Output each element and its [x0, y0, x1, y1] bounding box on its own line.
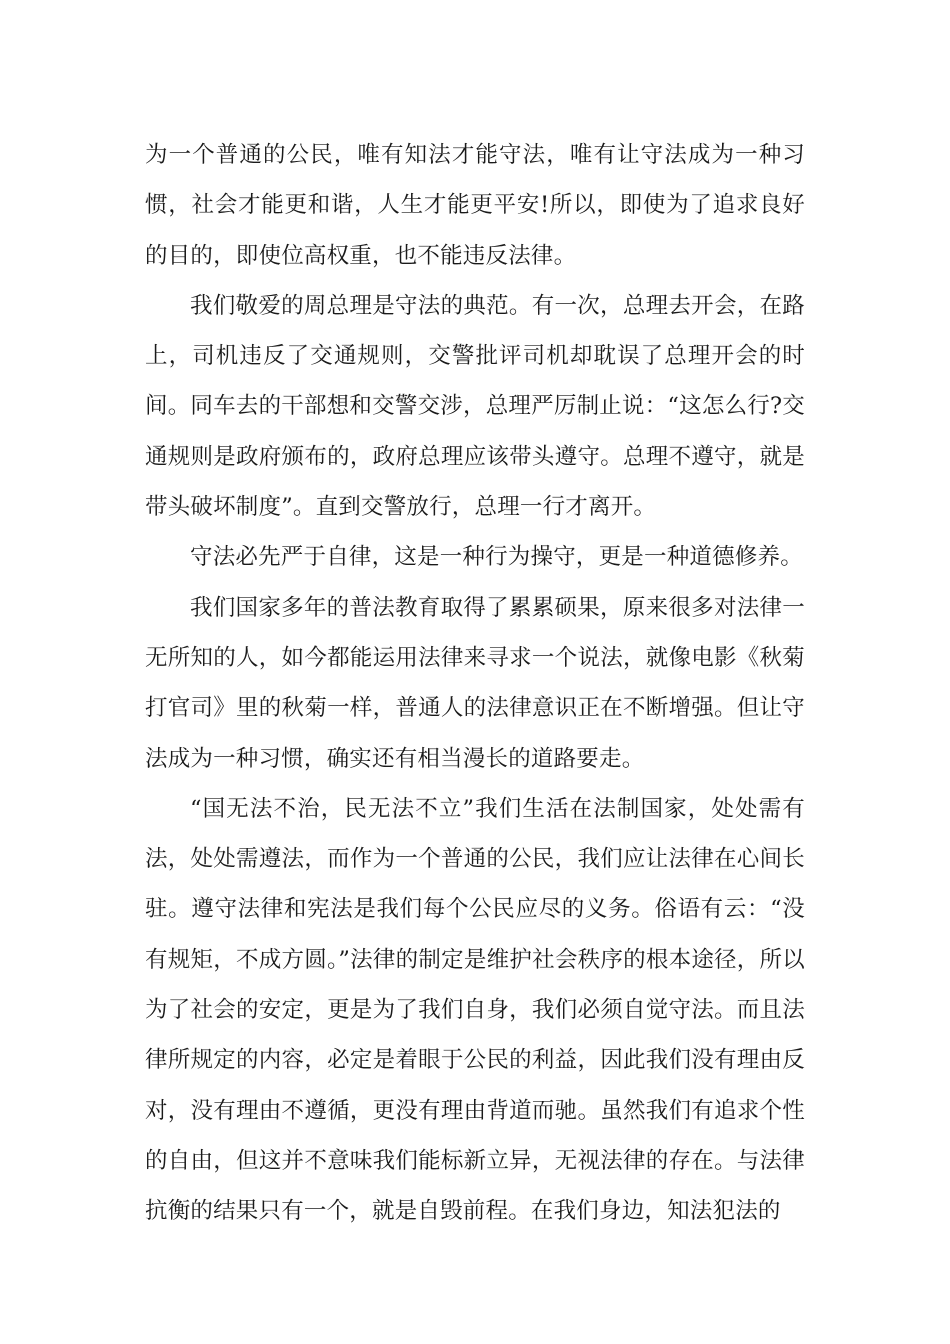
paragraph-3: 守法必先严于自律，这是一种行为操守，更是一种道德修养。 — [190, 544, 803, 571]
paragraph-1: 为一个普通的公民，唯有知法才能守法，唯有让守法成为一种习惯，社会才能更和谐，人生才能更平安!所以，即使为了追求良好的目的，即使位高权重，也不能违反法律。 — [145, 142, 805, 269]
paragraph-2: 我们敬爱的周总理是守法的典范。有一次，总理去开会，在路上，司机违反了交通规则，交警批评司机却耽误了总理开会的时间。同车去的干部想和交警交涉，总理严厉制止说：“这怎么行?交通规则是政府颁布的，政府总理应该带头遵守。总理不遵守，就是带头破坏制度”。直到交警放行，总理一行才离开。 — [145, 292, 805, 521]
document-body — [145, 130, 805, 1237]
paragraph-5: “国无法不治，民无法不立”我们生活在法制国家，处处需有法，处处需遵法，而作为一个普通的公民，我们应让法律在心间长驻。遵守法律和宪法是我们每个公民应尽的义务。俗语有云：“没有规矩，不成方圆。”法律的制定是维护社会秩序的根本途径，所以为了社会的安定，更是为了我们自身，我们必须自觉守法。而且法律所规定的内容，必定是着眼于公民的利益，因此我们没有理由反对，没有理由不遵循，更没有理由背道而驰。虽然我们有追求个性的自由，但这并不意味我们能标新立异，无视法律的存在。与法律抗衡的结果只有一个，就是自毁前程。在我们身边，知法犯法的 — [145, 795, 805, 1225]
paragraph-4: 我们国家多年的普法教育取得了累累硕果，原来很多对法律一无所知的人，如今都能运用法律来寻求一个说法，就像电影《秋菊打官司》里的秋菊一样，普通人的法律意识正在不断增强。但让守法成为一种习惯，确实还有相当漫长的道路要走。 — [145, 594, 805, 772]
